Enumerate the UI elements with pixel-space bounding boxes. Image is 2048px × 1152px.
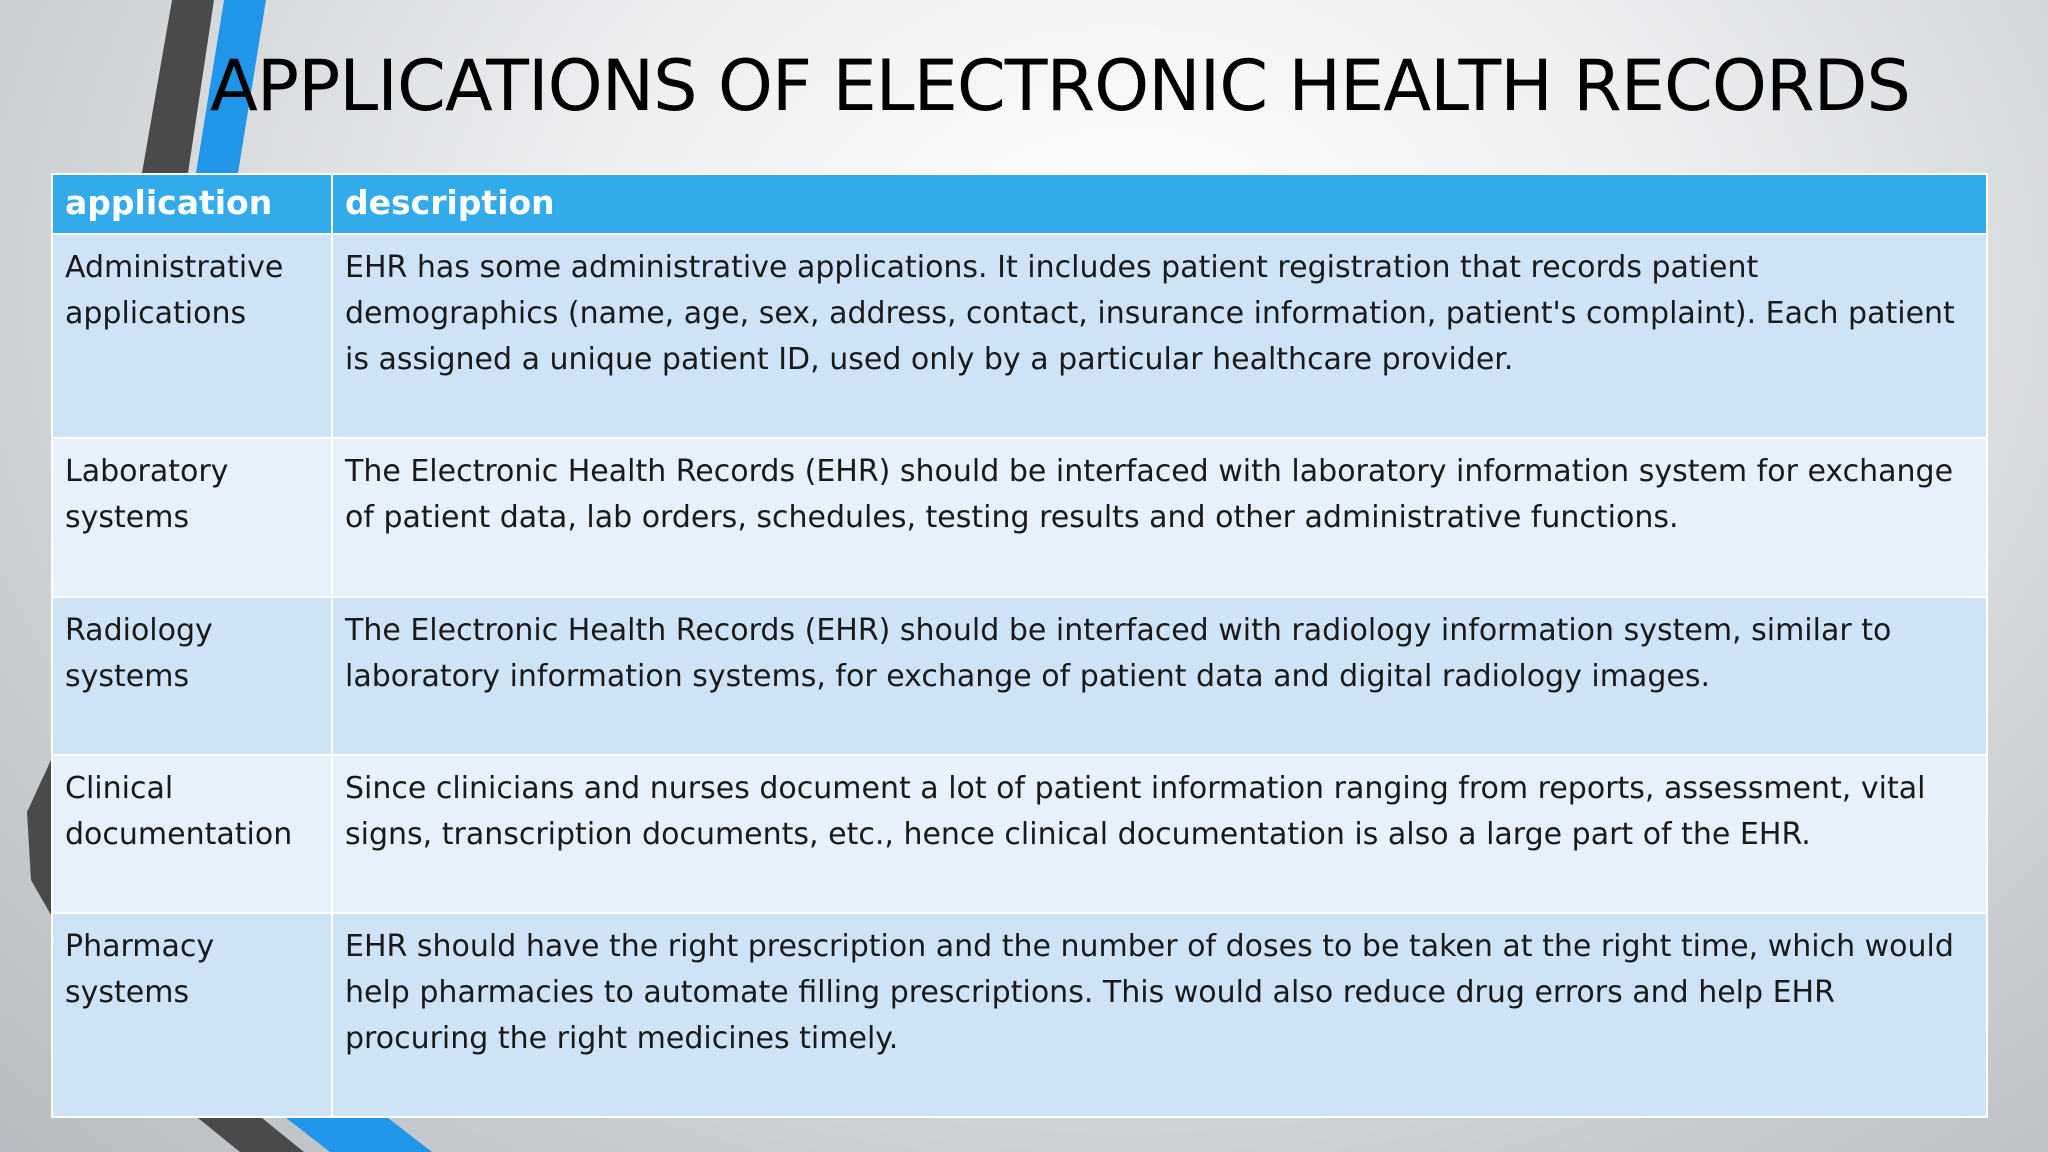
table-row bbox=[52, 234, 1987, 438]
application-cell: Laboratory systems bbox=[52, 438, 332, 597]
header-application: application bbox=[52, 174, 332, 234]
application-cell: Administrative applications bbox=[52, 234, 332, 438]
decor-gray-stripe-bottom bbox=[198, 1118, 304, 1152]
table-row bbox=[52, 597, 1987, 755]
description-cell: EHR has some administrative applications. It includes patient registration that records patient demographics (name, age, sex, address, contact, insurance information, patient's complaint). Each patient is assigned a unique patient ID, used only by a particular healthcare provider. bbox=[332, 234, 1987, 438]
header-description: description bbox=[332, 174, 1987, 234]
description-cell: Since clinicians and nurses document a lot of patient information ranging from reports, assessment, vital signs, transcription documents, etc., hence clinical documentation is also a large part of the EHR. bbox=[332, 755, 1987, 913]
description-cell: The Electronic Health Records (EHR) should be interfaced with laboratory information system for exchange of patient data, lab orders, schedules, testing results and other administrative functions. bbox=[332, 438, 1987, 597]
applications-table bbox=[51, 173, 1988, 1118]
table-row bbox=[52, 913, 1987, 1117]
decor-gray-wedge-left bbox=[27, 760, 51, 915]
applications-table-container bbox=[51, 173, 1986, 1118]
decor-blue-stripe-bottom bbox=[286, 1118, 432, 1152]
description-cell: EHR should have the right prescription and the number of doses to be taken at the right time, which would help pharmacies to automate filling prescriptions. This would also reduce drug errors and help EHR procuring the right medicines timely. bbox=[332, 913, 1987, 1117]
table-header-row bbox=[52, 174, 1987, 234]
application-cell: Clinical documentation bbox=[52, 755, 332, 913]
application-cell: Pharmacy systems bbox=[52, 913, 332, 1117]
description-cell: The Electronic Health Records (EHR) should be interfaced with radiology information system, similar to laboratory information systems, for exchange of patient data and digital radiology images. bbox=[332, 597, 1987, 755]
table-row bbox=[52, 438, 1987, 597]
table-row bbox=[52, 755, 1987, 913]
application-cell: Radiology systems bbox=[52, 597, 332, 755]
slide-title: APPLICATIONS OF ELECTRONIC HEALTH RECORDS bbox=[210, 45, 1910, 127]
